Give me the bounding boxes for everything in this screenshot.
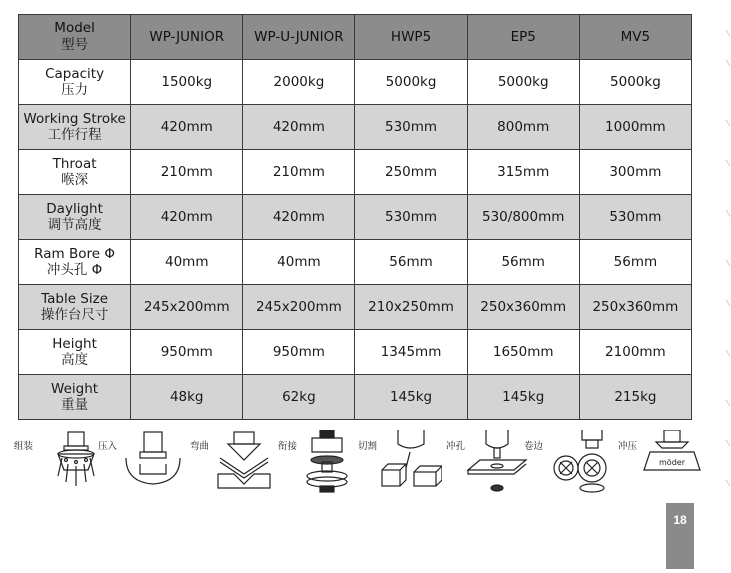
value-cell: 2000kg [243,60,355,105]
header-label-cell [19,15,131,60]
value-cell: 145kg [355,375,467,420]
process-label: 弯曲 [190,441,210,452]
value-cell: 2100mm [579,330,691,375]
row-label-cn: 重量 [61,397,89,413]
header-label-en: Model [54,20,95,36]
value-cell: 420mm [243,105,355,150]
value-cell: 56mm [355,240,467,285]
header-row [19,15,692,60]
table-row [19,105,692,150]
value-cell: 1345mm [355,330,467,375]
row-label-en: Throat [52,156,97,172]
value-cell: 315mm [467,150,579,195]
value-cell: 530mm [355,195,467,240]
row-label-cn: 调节高度 [47,217,102,233]
row-label [19,60,131,105]
value-cell: 210x250mm [355,285,467,330]
row-label-en: Ram Bore Φ [34,246,115,262]
process-label: 压入 [98,441,118,452]
row-label-cn: 压力 [61,82,89,98]
value-cell: 300mm [579,150,691,195]
process-label: 冲孔 [446,441,466,452]
row-label [19,285,131,330]
value-cell: 800mm [467,105,579,150]
punching-icon [464,430,530,494]
value-cell: 250x360mm [467,285,579,330]
row-label-cn: 工作行程 [47,127,102,143]
row-label-en: Weight [51,381,99,397]
value-cell: 950mm [243,330,355,375]
value-cell: 210mm [243,150,355,195]
process-label: 冲压 [618,441,638,452]
value-cell: 530/800mm [467,195,579,240]
value-cell: 420mm [243,195,355,240]
value-cell: 5000kg [467,60,579,105]
stamp-text: möder [659,458,685,467]
value-cell: 420mm [131,105,243,150]
row-label-en: Working Stroke [23,111,126,127]
row-label-en: Height [52,336,97,352]
row-label [19,240,131,285]
value-cell: 530mm [579,195,691,240]
row-label [19,150,131,195]
value-cell: 250mm [355,150,467,195]
process-label: 卷边 [524,441,544,452]
cutting-icon [380,430,442,494]
edge-marks [718,0,731,569]
row-label-en: Daylight [46,201,103,217]
model-header: HWP5 [355,15,467,60]
hemming-icon [548,430,612,494]
page-number-tab [666,503,694,569]
value-cell: 420mm [131,195,243,240]
process-label: 衔接 [278,441,298,452]
value-cell: 950mm [131,330,243,375]
value-cell: 1000mm [579,105,691,150]
table-row [19,150,692,195]
model-header: WP-JUNIOR [131,15,243,60]
row-label [19,195,131,240]
value-cell: 1500kg [131,60,243,105]
value-cell: 210mm [131,150,243,195]
value-cell: 215kg [579,375,691,420]
assembly-icon [48,430,104,494]
table-row [19,285,692,330]
table-row [19,195,692,240]
value-cell: 40mm [243,240,355,285]
value-cell: 1650mm [467,330,579,375]
header-label-cn: 型号 [61,37,89,53]
value-cell: 245x200mm [131,285,243,330]
value-cell: 40mm [131,240,243,285]
table-row [19,60,692,105]
value-cell: 56mm [467,240,579,285]
row-label-en: Table Size [41,291,109,307]
table-row [19,375,692,420]
table-row [19,240,692,285]
row-label [19,375,131,420]
row-label-cn: 喉深 [61,172,89,188]
press-fit-icon [122,430,184,494]
stamping-icon [642,430,702,494]
model-header: WP-U-JUNIOR [243,15,355,60]
value-cell: 145kg [467,375,579,420]
row-label-en: Capacity [45,66,105,82]
row-label-cn: 高度 [61,352,89,368]
bending-icon [214,430,274,494]
spec-table [18,14,692,420]
value-cell: 62kg [243,375,355,420]
row-label [19,330,131,375]
joining-icon [302,430,352,494]
row-label [19,105,131,150]
value-cell: 5000kg [579,60,691,105]
value-cell: 530mm [355,105,467,150]
value-cell: 56mm [579,240,691,285]
process-label: 切割 [358,441,378,452]
value-cell: 5000kg [355,60,467,105]
value-cell: 48kg [131,375,243,420]
row-label-cn: 操作台尺寸 [40,307,109,323]
model-header: MV5 [579,15,691,60]
process-strip [14,428,704,498]
process-label: 组装 [14,441,34,452]
model-header: EP5 [467,15,579,60]
value-cell: 245x200mm [243,285,355,330]
row-label-cn: 冲头孔 Φ [46,262,103,278]
table-row [19,330,692,375]
page-number: 18 [673,513,687,527]
value-cell: 250x360mm [579,285,691,330]
